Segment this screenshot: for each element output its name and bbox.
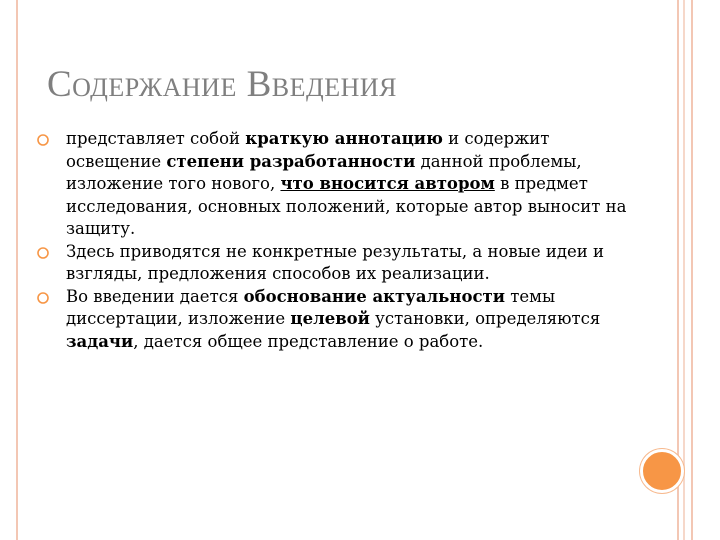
bullet-text: Здесь приводятся не конкретные результаты, а новые идеи и взгляды, предложения способов их реализации.: [66, 241, 605, 283]
bullet-bold: краткую аннотацию: [245, 129, 443, 148]
bullet-item-2: [36, 241, 636, 286]
bullet-bold: целевой: [290, 309, 370, 328]
circle-open-icon: [36, 133, 50, 147]
bullet-bold: обоснование актуальности: [243, 286, 505, 306]
bullet-bold: задачи: [66, 331, 134, 351]
frame-left-line: [16, 0, 18, 540]
bullet-bold-underline: что вносится автором: [280, 174, 495, 193]
circle-open-icon: [36, 246, 50, 260]
slide-title: Содержание Введения: [47, 64, 397, 105]
bullet-text: Во введении дается: [66, 286, 244, 306]
bullet-text: в предмет исследования, основных положений, которые автор выносит на защиту.: [66, 174, 627, 238]
bullet-text: темы диссертации, изложение: [66, 286, 556, 328]
bullet-text: и содержит освещение: [66, 129, 550, 171]
bullet-item-3: [36, 286, 636, 354]
circle-open-icon: [36, 291, 50, 305]
bullet-text: , дается общее представление о работе.: [133, 331, 484, 351]
frame-right-band-inner: [683, 0, 685, 540]
bullet-item-1: [36, 128, 636, 241]
bullet-text: установки, определяются: [369, 309, 601, 328]
decorative-circle: [640, 449, 684, 493]
bullet-list: [36, 128, 636, 353]
bullet-text: представляет собой: [66, 129, 246, 148]
bullet-bold: степени разработанности: [166, 151, 416, 171]
bullet-text: данной проблемы, изложение того нового,: [66, 151, 582, 193]
